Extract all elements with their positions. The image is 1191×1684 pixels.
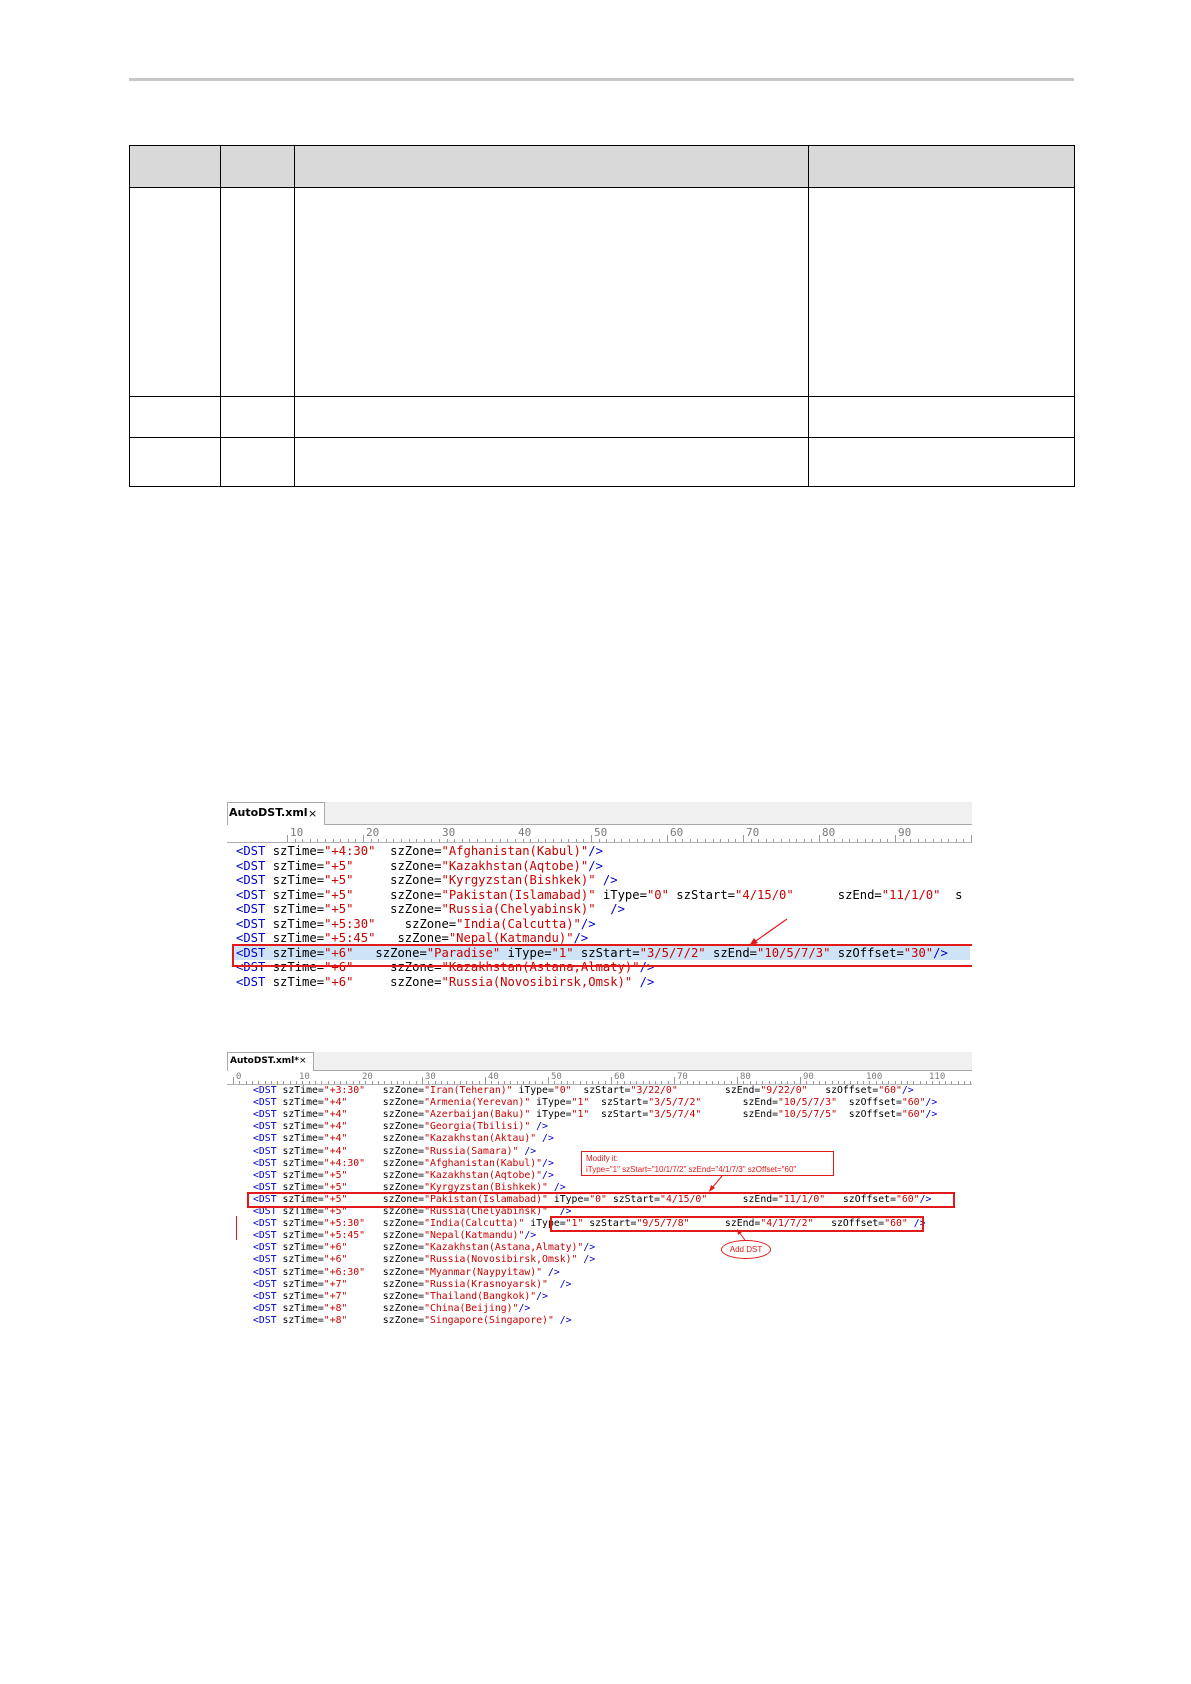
code-token: szTime= (282, 1169, 324, 1181)
code-token: szTime= (282, 1230, 324, 1242)
code-token: szTime= (282, 1109, 324, 1121)
code-token: szTime= (282, 1145, 324, 1157)
code-token: <DST (253, 1157, 283, 1169)
code-token: szTime= (282, 1206, 324, 1217)
code-token: /> (639, 960, 655, 974)
code-token: szZone= (365, 1230, 425, 1242)
code-token: szTime= (272, 873, 325, 887)
code-token: "Nepal(Katmandu)" (424, 1230, 525, 1242)
code-token: szZone= (365, 1218, 425, 1230)
code-token: "Russia(Samara)" (424, 1145, 519, 1157)
page-header-rule (129, 78, 1074, 81)
code-token: szTime= (272, 902, 325, 916)
code-token: szEnd= (701, 1097, 779, 1109)
code-token: szZone= (347, 1109, 425, 1121)
code-token: /> (518, 1302, 531, 1314)
code-token: "Afghanistan(Kabul)" (424, 1157, 543, 1169)
code-token: "Russia(Chelyabinsk)" (441, 902, 596, 916)
code-token: "60" (878, 1085, 902, 1096)
code-token: /> (907, 1218, 926, 1230)
code-token: szZone= (347, 1193, 425, 1205)
code-token: szEnd= (677, 1085, 761, 1096)
code-token: szZone= (347, 1097, 425, 1109)
table-header-cell (294, 146, 808, 188)
code-token: "India(Calcutta)" (424, 1218, 525, 1230)
code-token: szTime= (282, 1085, 324, 1096)
code-token: szOffset= (813, 1218, 885, 1230)
code-token: "+5" (324, 902, 354, 916)
code-token: szTime= (282, 1242, 324, 1254)
table-row (130, 438, 1075, 487)
code-token: szZone= (375, 931, 449, 945)
code-token: "10/5/7/3" (778, 1097, 837, 1109)
code-token: iType= (512, 1085, 554, 1096)
code-token: "Paradise" (426, 945, 501, 960)
code-token: szZone= (365, 1157, 425, 1169)
code-token: "3/22/0" (630, 1085, 678, 1096)
code-token: szTime= (282, 1290, 324, 1302)
code-token: "+4" (323, 1133, 348, 1145)
code-token: /> (542, 1169, 554, 1181)
code-token: "+6" (324, 960, 354, 974)
code-token: /> (530, 1121, 548, 1133)
code-token: "Kazakhstan(Aqtobe)" (424, 1169, 543, 1181)
parameter-table (129, 145, 1075, 487)
code-token: szZone= (353, 858, 442, 873)
code-token: "+5:30" (323, 1218, 366, 1230)
code-token: "4/15/0" (735, 887, 794, 902)
code-token: "1" (571, 1109, 590, 1121)
ruler-label: 40 (488, 1072, 499, 1082)
code-token: <DST (253, 1242, 283, 1254)
code-token: /> (925, 1109, 938, 1121)
code-token: "+5:30" (324, 916, 376, 931)
code-token: szTime= (282, 1266, 324, 1278)
code-token: /> (595, 873, 618, 887)
code-token: /> (536, 1133, 554, 1145)
code-token: /> (547, 1278, 572, 1290)
code-token: "+6" (324, 974, 354, 989)
code-token: szTime= (282, 1218, 324, 1230)
code-token: /> (595, 902, 625, 916)
code-token: szTime= (272, 974, 325, 989)
table-cell (294, 438, 808, 487)
callout-title: Modify it: (586, 1154, 619, 1163)
table-cell (808, 438, 1074, 487)
code-token: <DST (253, 1169, 283, 1181)
ruler-label: 20 (366, 826, 380, 839)
ruler-label: 60 (614, 1072, 625, 1082)
ruler-label: 70 (677, 1072, 688, 1082)
code-token: iType= (530, 1097, 572, 1109)
table-cell (808, 397, 1074, 438)
code-token: szOffset= (825, 1193, 896, 1205)
code-token: /> (536, 1290, 548, 1302)
code-token: szZone= (365, 1085, 425, 1096)
table-cell (220, 397, 294, 438)
code-token: "Kazakhstan(Astana,Almaty)" (424, 1242, 584, 1254)
ruler-label: 30 (442, 826, 456, 839)
ruler-label: 80 (740, 1072, 751, 1082)
code-token: iType= (500, 945, 552, 960)
add-dst-callout: Add DST (721, 1240, 771, 1259)
table-row (130, 397, 1075, 438)
code-token: szZone= (347, 1181, 425, 1193)
code-token: iType= (595, 887, 647, 902)
ruler-label: 60 (670, 826, 684, 839)
code-token: "+7" (323, 1278, 348, 1290)
code-token: /> (925, 1097, 938, 1109)
code-token: "1" (565, 1218, 584, 1230)
code-token: szTime= (282, 1193, 324, 1205)
code-token: <DST (253, 1121, 283, 1133)
code-token: szTime= (282, 1181, 324, 1193)
ruler-label: 90 (803, 1072, 814, 1082)
code-token: "0" (589, 1193, 607, 1205)
code-token: "+5" (324, 887, 354, 902)
table-header-cell (220, 146, 294, 188)
code-token: "Azerbaijan(Baku)" (424, 1109, 531, 1121)
code-token: "+6" (324, 945, 354, 960)
table-header-cell (130, 146, 221, 188)
code-token: "Iran(Teheran)" (424, 1085, 513, 1096)
code-token: "Kyrgyzstan(Bishkek)" (441, 873, 596, 887)
code-token: <DST (236, 887, 273, 902)
code-token: szZone= (347, 1302, 425, 1314)
code-token: szZone= (353, 887, 442, 902)
code-token: <DST (236, 931, 273, 945)
code-token: <DST (236, 916, 273, 931)
code-token: "9/5/7/8" (636, 1218, 690, 1230)
code-token: /> (632, 974, 655, 989)
code-token: <DST (236, 902, 273, 916)
code-token: <DST (253, 1314, 283, 1326)
ruler-label: 10 (299, 1072, 310, 1082)
code-token: <DST (253, 1181, 283, 1193)
code-token: <DST (253, 1218, 283, 1230)
code-token: "+4" (323, 1097, 348, 1109)
code-token: szZone= (347, 1314, 425, 1326)
code-token: szZone= (365, 1266, 425, 1278)
table-cell (220, 188, 294, 397)
code-token: "+6" (323, 1254, 348, 1266)
code-token: "60" (901, 1097, 926, 1109)
code-token: <DST (253, 1145, 283, 1157)
code-token: szTime= (272, 858, 325, 873)
code-token: "+5" (323, 1169, 348, 1181)
code-token: "+5" (324, 873, 354, 887)
code-token: szZone= (353, 873, 442, 887)
callout-text: iType="1" szStart="10/1/7/2" szEnd="4/1/7/3" szOffset="60" (586, 1165, 797, 1174)
code-token: szZone= (347, 1145, 425, 1157)
table-cell (294, 188, 808, 397)
arrow-icon (227, 1052, 972, 1329)
code-token: "Singapore(Singapore)" (424, 1314, 554, 1326)
code-token: "3/5/7/2" (639, 945, 706, 960)
code-token: "+4:30" (323, 1157, 366, 1169)
code-token: "Kazakhstan(Astana,Almaty)" (441, 960, 640, 974)
table-cell (130, 188, 221, 397)
code-token: szStart= (583, 1218, 637, 1230)
code-token: "30" (903, 945, 934, 960)
code-token: szStart= (606, 1193, 661, 1205)
code-token: "Russia(Chelyabinsk)" (424, 1206, 548, 1217)
ruler-label: 50 (594, 826, 608, 839)
code-token: "11/1/0" (881, 887, 941, 902)
code-token: szZone= (353, 974, 442, 989)
code-token: "+5" (323, 1181, 348, 1193)
code-token: "0" (646, 887, 669, 902)
code-token: "Pakistan(Islamabad)" (441, 887, 596, 902)
code-token: szTime= (272, 844, 325, 858)
code-token: szZone= (353, 902, 442, 916)
code-token: szZone= (347, 1290, 425, 1302)
code-token: szStart= (589, 1109, 649, 1121)
code-token: "China(Beijing)" (424, 1302, 519, 1314)
code-token: "+8" (323, 1302, 348, 1314)
code-token: <DST (236, 945, 273, 960)
code-token: <DST (253, 1254, 283, 1266)
code-token: <DST (253, 1097, 283, 1109)
table-header-row (130, 146, 1075, 188)
code-token: <DST (236, 960, 273, 974)
code-token: szZone= (347, 1169, 425, 1181)
file-tab-label: AutoDST.xml* (230, 1056, 299, 1066)
code-token: szOffset= (837, 1109, 902, 1121)
code-token: szTime= (282, 1254, 324, 1266)
code-token: <DST (253, 1206, 283, 1217)
table-cell (220, 438, 294, 487)
code-token: "Afghanistan(Kabul)" (441, 844, 589, 858)
code-token: szTime= (282, 1133, 324, 1145)
close-icon[interactable]: × (308, 807, 318, 820)
ruler-label: 80 (822, 826, 836, 839)
code-token: /> (547, 1181, 566, 1193)
code-token: /> (583, 1242, 596, 1254)
code-token: szEnd= (793, 887, 882, 902)
code-token: "Pakistan(Islamabad)" (424, 1193, 548, 1205)
code-token: "+4" (323, 1109, 348, 1121)
table-cell (130, 397, 221, 438)
code-token: /> (588, 844, 603, 858)
code-token: "10/5/7/3" (757, 945, 831, 960)
code-token: /> (588, 858, 603, 873)
code-token: <DST (236, 974, 273, 989)
code-token: szEnd= (705, 945, 758, 960)
code-token: "Russia(Novosibirsk,Omsk)" (424, 1254, 578, 1266)
ruler-label: 70 (746, 826, 760, 839)
code-token: szTime= (272, 916, 325, 931)
code-token: <DST (253, 1302, 283, 1314)
code-token: "+6:30" (323, 1266, 366, 1278)
arrow-icon (227, 802, 972, 992)
editor-screenshot-2 (227, 1052, 972, 1329)
code-token: szOffset= (830, 945, 904, 960)
table-header-cell (808, 146, 1074, 188)
code-token: "+5:45" (324, 931, 376, 945)
code-token: iType= (524, 1218, 566, 1230)
code-token: /> (518, 1145, 537, 1157)
table-row (130, 188, 1075, 397)
code-token: "Armenia(Yerevan)" (424, 1097, 531, 1109)
code-token: <DST (253, 1085, 283, 1096)
file-tab-label: AutoDST.xml (229, 806, 308, 819)
code-token: <DST (253, 1266, 283, 1278)
code-token: szZone= (353, 960, 442, 974)
ruler-label: 30 (425, 1072, 436, 1082)
ruler-label: 110 (929, 1072, 946, 1082)
code-token: szOffset= (837, 1097, 902, 1109)
code-token: szTime= (272, 945, 325, 960)
code-token: /> (573, 931, 589, 945)
code-token: "4/1/7/2" (760, 1218, 814, 1230)
code-token: "3/5/7/2" (648, 1097, 702, 1109)
code-token: "Russia(Krasnoyarsk)" (424, 1278, 548, 1290)
code-token: szTime= (282, 1314, 324, 1326)
code-token: szZone= (347, 1133, 425, 1145)
close-icon[interactable]: × (299, 1056, 307, 1066)
code-token: "+4" (323, 1121, 348, 1133)
code-token: "60" (884, 1218, 908, 1230)
ruler-label: 20 (362, 1072, 373, 1082)
code-token: "India(Calcutta)" (456, 916, 581, 931)
code-token: szZone= (353, 945, 427, 960)
ruler-label: 10 (290, 826, 304, 839)
code-token: <DST (253, 1278, 283, 1290)
table-cell (808, 188, 1074, 397)
code-token: <DST (236, 844, 273, 858)
code-token: szZone= (347, 1254, 425, 1266)
ruler-label: 40 (518, 826, 532, 839)
code-token: "+7" (323, 1290, 348, 1302)
code-token: "Myanmar(Naypyitaw)" (424, 1266, 543, 1278)
code-token: "Thailand(Bangkok)" (424, 1290, 537, 1302)
code-token: /> (919, 1193, 932, 1205)
table-cell (130, 438, 221, 487)
code-token: "11/1/0" (778, 1193, 826, 1205)
code-token: szStart= (668, 887, 736, 902)
code-token: "9/22/0" (760, 1085, 808, 1096)
code-token: "+3:30" (323, 1085, 366, 1096)
code-token: szTime= (282, 1278, 324, 1290)
code-token: "+5:45" (323, 1230, 366, 1242)
code-token: "1" (551, 945, 574, 960)
code-token: szZone= (375, 844, 442, 858)
code-token: "3/5/7/4" (648, 1109, 702, 1121)
code-token: szOffset= (807, 1085, 879, 1096)
code-token: szTime= (272, 960, 325, 974)
code-token: szEnd= (701, 1109, 779, 1121)
code-token: szZone= (347, 1278, 425, 1290)
code-token: /> (553, 1314, 572, 1326)
code-token: iType= (530, 1109, 572, 1121)
code-token: <DST (253, 1193, 283, 1205)
ruler-label: 100 (866, 1072, 883, 1082)
code-token: szTime= (272, 931, 325, 945)
code-token: szZone= (347, 1121, 425, 1133)
code-token: /> (547, 1206, 572, 1217)
code-token: "+5" (324, 858, 354, 873)
code-token: iType= (547, 1193, 590, 1205)
code-token: <DST (253, 1109, 283, 1121)
code-token: "+4" (323, 1145, 348, 1157)
code-token: /> (577, 1254, 596, 1266)
code-token: szStart= (573, 945, 640, 960)
code-token: szZone= (375, 916, 457, 931)
ruler-label: 50 (551, 1072, 562, 1082)
editor-screenshot-1 (227, 802, 972, 992)
code-token: <DST (236, 873, 273, 887)
table-cell (294, 397, 808, 438)
code-token: /> (524, 1230, 537, 1242)
code-token: szTime= (282, 1157, 324, 1169)
code-token: szStart= (589, 1097, 649, 1109)
code-token: "60" (895, 1193, 920, 1205)
code-token: /> (542, 1157, 554, 1169)
code-token: "10/5/7/5" (778, 1109, 837, 1121)
code-token: "4/15/0" (660, 1193, 708, 1205)
code-token: s (940, 887, 963, 902)
ruler-label: 0 (236, 1072, 242, 1082)
code-token: szEnd= (689, 1218, 761, 1230)
code-token: "Kyrgyzstan(Bishkek)" (424, 1181, 548, 1193)
code-token: "+6" (323, 1242, 348, 1254)
code-token: szZone= (347, 1206, 425, 1217)
code-token: <DST (253, 1133, 283, 1145)
code-token: szStart= (571, 1085, 631, 1096)
code-token: "+8" (323, 1314, 348, 1326)
code-token: "+4:30" (324, 844, 376, 858)
code-token: "1" (571, 1097, 590, 1109)
code-token: "0" (553, 1085, 572, 1096)
code-token: szTime= (282, 1302, 324, 1314)
code-token: /> (580, 916, 596, 931)
code-token: "+5" (323, 1193, 348, 1205)
code-token: szEnd= (707, 1193, 779, 1205)
code-token: szTime= (272, 887, 325, 902)
code-token: /> (933, 945, 948, 960)
code-token: /> (542, 1266, 560, 1278)
code-token: <DST (253, 1230, 283, 1242)
code-token: <DST (253, 1290, 283, 1302)
code-token: "Nepal(Katmandu)" (448, 931, 574, 945)
code-token: /> (901, 1085, 914, 1096)
code-token: "+5" (323, 1206, 348, 1217)
code-token: "Kazakhstan(Aqtobe)" (441, 858, 589, 873)
code-token: "Kazakhstan(Aktau)" (424, 1133, 537, 1145)
code-token: "Georgia(Tbilisi)" (424, 1121, 531, 1133)
code-token: "Russia(Novosibirsk,Omsk)" (441, 974, 633, 989)
ruler-label: 90 (898, 826, 912, 839)
code-token: szTime= (282, 1097, 324, 1109)
code-token: szZone= (347, 1242, 425, 1254)
code-token: <DST (236, 858, 273, 873)
code-token: szTime= (282, 1121, 324, 1133)
code-token: "60" (901, 1109, 926, 1121)
